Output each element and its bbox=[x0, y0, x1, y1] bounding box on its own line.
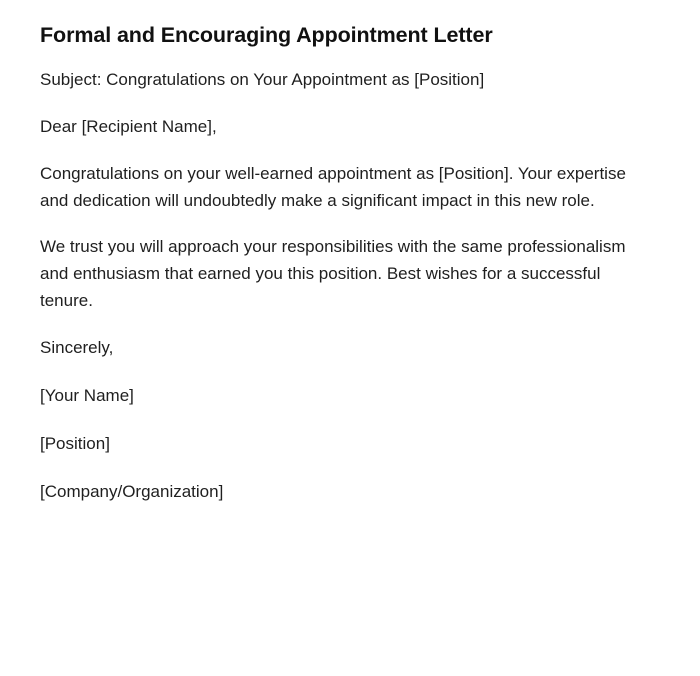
signature-organization: [Company/Organization] bbox=[40, 481, 224, 501]
body-paragraph-2: We trust you will approach your responsibilities with the same professionalism and enthusiasm that earned you this position. Best wishes for a successful tenure. bbox=[40, 237, 626, 311]
signature-position: [Position] bbox=[40, 433, 110, 453]
body-paragraph-1: Congratulations on your well-earned appointment as [Position]. Your expertise and dedication will undoubtedly make a significant impact in this new role. bbox=[40, 163, 626, 210]
signature-name: [Your Name] bbox=[40, 385, 134, 405]
subject-line: Subject: Congratulations on Your Appointment as [Position] bbox=[40, 69, 485, 89]
salutation: Dear [Recipient Name], bbox=[40, 116, 217, 136]
closing: Sincerely, bbox=[40, 337, 114, 357]
page-title: Formal and Encouraging Appointment Letter bbox=[40, 23, 493, 47]
